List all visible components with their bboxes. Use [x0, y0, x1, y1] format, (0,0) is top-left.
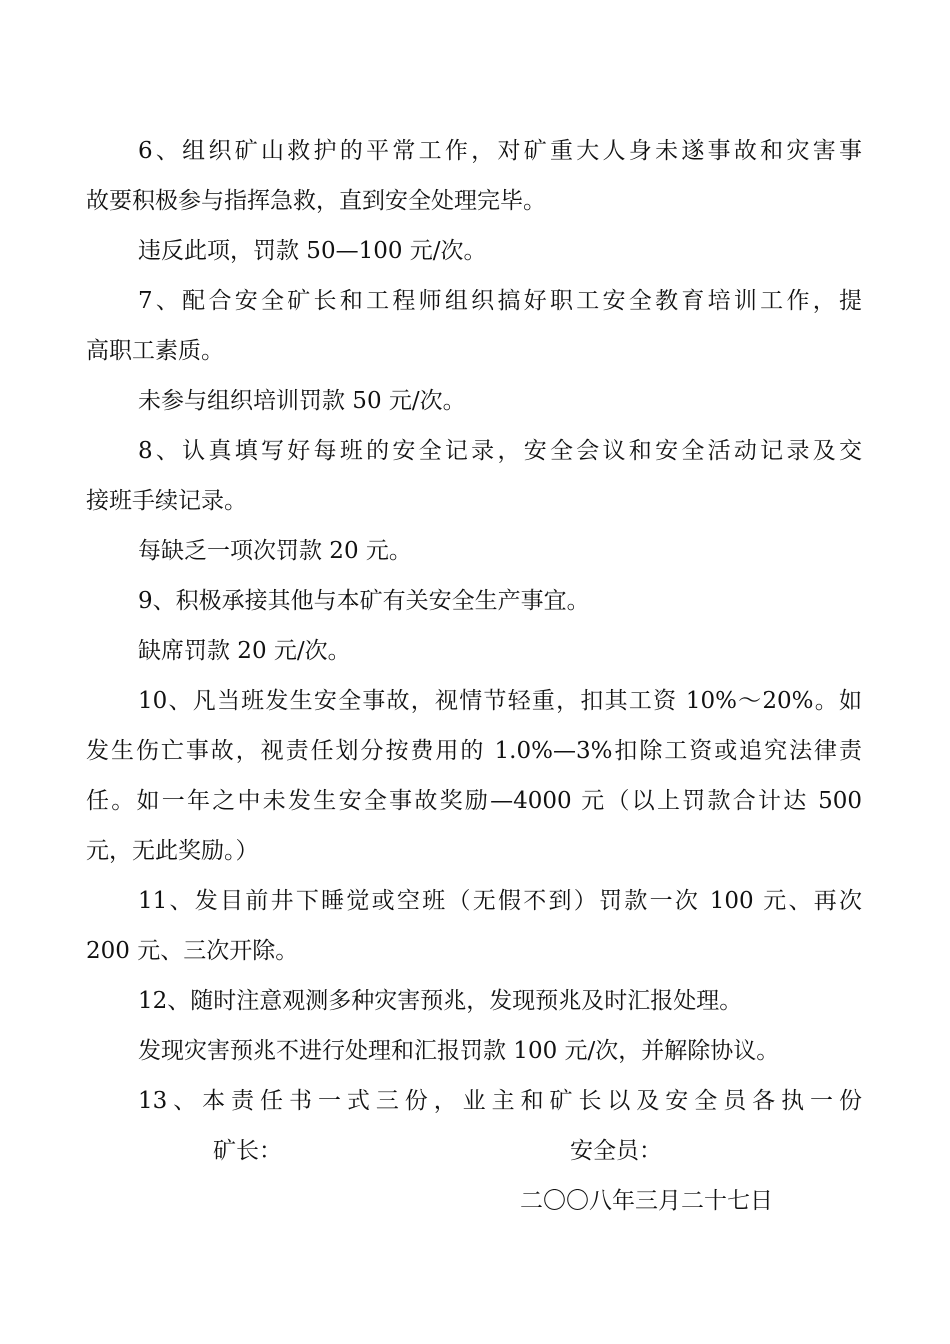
paragraph-7-line-1: 7、配合安全矿长和工程师组织搞好职工安全教育培训工作，提 [138, 288, 862, 314]
paragraph-11-line-1: 11、发目前井下睡觉或空班（无假不到）罚款一次 100 元、再次 [138, 888, 862, 914]
paragraph-9: 9、积极承接其他与本矿有关安全生产事宜。 [138, 588, 590, 614]
paragraph-13: 13、本责任书一式三份，业主和矿长以及安全员各执一份 [138, 1088, 862, 1114]
paragraph-12: 12、随时注意观测多种灾害预兆，发现预兆及时汇报处理。 [138, 988, 743, 1014]
penalty-8: 每缺乏一项次罚款 20 元。 [138, 538, 412, 564]
paragraph-6-line-1: 6、组织矿山救护的平常工作，对矿重大人身未遂事故和灾害事 [138, 138, 862, 164]
penalty-9: 缺席罚款 20 元/次。 [138, 638, 351, 664]
paragraph-10-line-4: 元，无此奖励。） [86, 838, 259, 864]
paragraph-10-line-3: 任。如一年之中未发生安全事故奖励—4000 元（以上罚款合计达 500 [86, 788, 862, 814]
penalty-6: 违反此项，罚款 50—100 元/次。 [138, 238, 487, 264]
paragraph-8-line-2: 接班手续记录。 [86, 488, 247, 514]
paragraph-10-line-1: 10、凡当班发生安全事故，视情节轻重，扣其工资 10%～20%。如 [138, 688, 862, 714]
paragraph-11-line-2: 200 元、三次开除。 [86, 938, 299, 964]
document-date: 二〇〇八年三月二十七日 [520, 1188, 773, 1214]
penalty-7: 未参与组织培训罚款 50 元/次。 [138, 388, 466, 414]
mine-manager-signature-label: 矿长： [213, 1138, 282, 1164]
paragraph-7-line-2: 高职工素质。 [86, 338, 224, 364]
safety-officer-signature-label: 安全员： [570, 1138, 662, 1164]
paragraph-10-line-2: 发生伤亡事故，视责任划分按费用的 1.0%—3%扣除工资或追究法律责 [86, 738, 862, 764]
paragraph-6-line-2: 故要积极参与指挥急救，直到安全处理完毕。 [86, 188, 546, 214]
paragraph-8-line-1: 8、认真填写好每班的安全记录，安全会议和安全活动记录及交 [138, 438, 862, 464]
penalty-12: 发现灾害预兆不进行处理和汇报罚款 100 元/次，并解除协议。 [138, 1038, 780, 1064]
